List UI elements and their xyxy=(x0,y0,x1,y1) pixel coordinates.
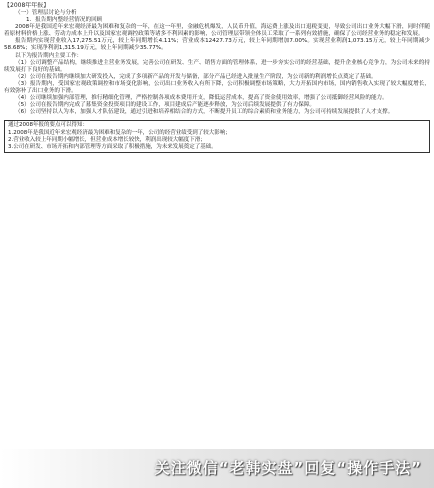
paragraph: （3）报告期内，受国家宏观政策调控和市场变化影响，公司出口业务收入有所下降，公司积极调整市场策略，大力开拓国内市场，国内销售收入实现了较大幅度增长，有效弥补了出口业务的下滑。 xyxy=(4,80,430,95)
note-line: 3.公司在研发、市场开拓和内部管理等方面采取了积极措施，为未来发展奠定了基础。 xyxy=(8,144,217,151)
watermark-text: 关注微信“老韩实盘”回复“操作手法” xyxy=(154,459,422,477)
paragraph: （5）公司在报告期内完成了募集资金投资项目的建设工作，项目建成后产能逐步释放，为公司后续发展提供了有力保障。 xyxy=(15,102,316,109)
paragraph: 2008年是我国近年来宏观经济最为困难和复杂的一年，在这一年里，金融危机爆发，人民币升值，海运费上涨及出口退税变更，导致公司出口业务大幅下滑，同时伴随着原材料价格上涨、劳动力成本上升以及国家宏观调控政策等诸多不利因素的影响，公司管理层带领全体员工采取了一系列有效措施，确保了公司经营业务的稳定和发展。 xyxy=(4,24,430,38)
section-heading: （一）管理层讨论与分析 xyxy=(15,10,77,16)
report-year-tag: 【2008年年报】 xyxy=(4,2,50,9)
subsection-heading: 1．报告期内整经营情况的回顾 xyxy=(26,17,103,24)
paragraph: （2）公司在报告期内继续加大研发投入，完成了多项新产品的开发与储备，部分产品已经进入批量生产阶段，为公司新的利润增长点奠定了基础。 xyxy=(15,73,377,80)
paragraph: （4）公司继续加强内部管理，推行精细化管理，严格控制各项成本费用开支，降低运营成本，提高了资金使用效率，增强了公司抵御经营风险的能力。 xyxy=(15,95,388,102)
summary-note-box xyxy=(4,120,430,153)
note-line: 1.2008年是我国近年来宏观经济最为困难和复杂的一年，公司的经营业绩受到了较大影响； xyxy=(8,129,231,136)
watermark-banner xyxy=(0,449,434,488)
paragraph: （6）公司坚持以人为本，加强人才队伍建设，通过引进和培养相结合的方式，不断提升员工的综合素质和业务能力，为公司可持续发展提供了人才支撑。 xyxy=(15,109,394,116)
note-title: 通过2008年报的要点可以得知： xyxy=(8,122,88,129)
paragraph: （1）公司调整产品结构，继续推进主营业务发展，完善公司在研发、生产、销售方面的管理体系，进一步夯实公司的经营基础，提升企业核心竞争力，为公司未来的持续发展打下良好的基础。 xyxy=(4,59,430,73)
paragraph: 报告期内实现营业收入17,275.51万元，较上年同期增长4.11%；营业成本12427.73万元，较上年同期增加7.00%。实现营业利润1,073.15万元，较上年同期减少58.68%；实现净利润1,315.19万元，较上年同期减少35.77%。 xyxy=(4,38,430,52)
note-line: 2.营业收入较上年同期小幅增长，但营业成本增长较快，利润出现较大幅度下滑； xyxy=(8,136,206,143)
annual-report-excerpt xyxy=(4,2,430,449)
paragraph: 以下为报告期内主要工作： xyxy=(15,52,83,59)
